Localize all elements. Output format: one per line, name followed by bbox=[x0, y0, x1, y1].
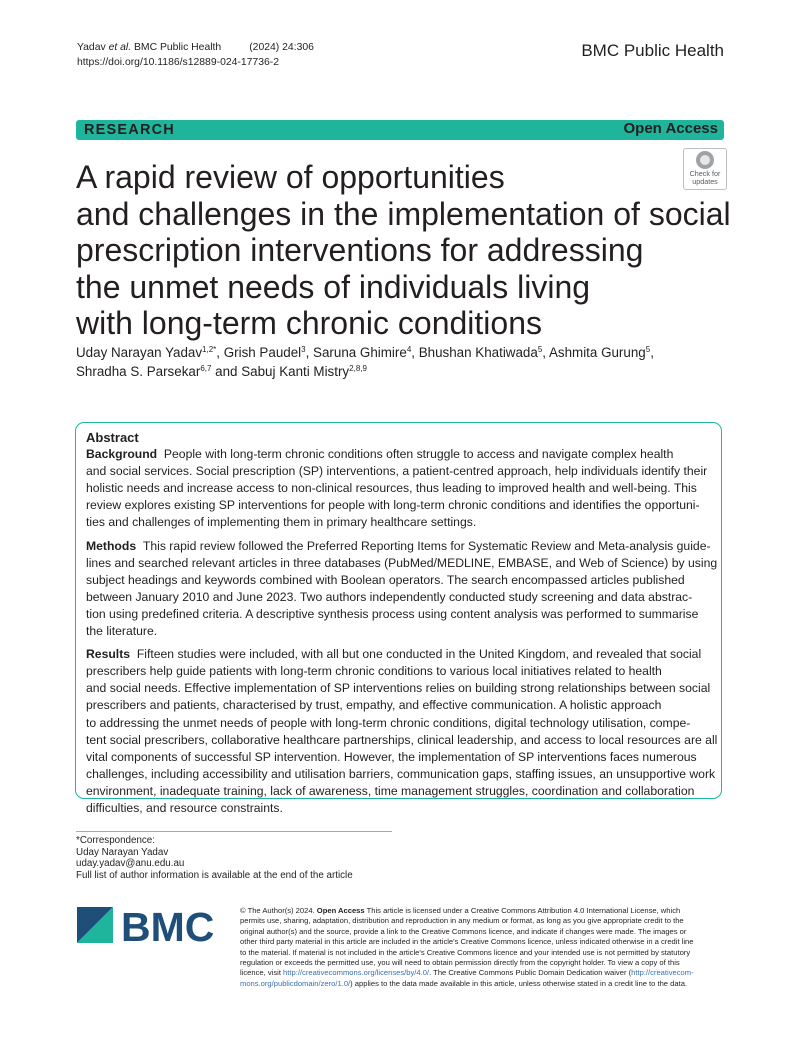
abstract-heading: Abstract bbox=[86, 430, 139, 445]
abstract bbox=[86, 429, 716, 823]
cc-by-link[interactable]: http://creativecommons.org/licenses/by/4.0/ bbox=[283, 968, 430, 978]
bmc-logo-text: BMC bbox=[121, 905, 215, 945]
citation-header bbox=[77, 40, 314, 70]
citation-line: Yadav et al. BMC Public Health (2024) 24:306 bbox=[77, 42, 314, 53]
title-line: prescription interventions for addressing bbox=[76, 232, 644, 268]
abstract-methods: Methods This rapid review followed the Preferred Reporting Items for Systematic Review and Meta-analysis guide- lines and searched relevant articles in three databases (PubMed/MEDLINE, EMBASE, and Web of Science) by using subject headings and keywords combined with Boolean operators. The search encompassed articles published between January 2010 and June 2023. Two authors independently conducted study screening and data abstrac- tion using predefined criteria. A descriptive synthesis process using content analysis was performed to summarise the literature. bbox=[86, 538, 718, 639]
doi-link[interactable]: https://doi.org/10.1186/s12889-024-17736-2 bbox=[77, 57, 279, 68]
title-line: A rapid review of opportunities bbox=[76, 159, 505, 195]
title-line: and challenges in the implementation of social bbox=[76, 195, 731, 232]
article-title bbox=[76, 159, 731, 342]
correspondence-email[interactable]: uday.yadav@anu.edu.au bbox=[76, 858, 185, 870]
article-type-label: RESEARCH bbox=[84, 122, 175, 138]
article-type-banner bbox=[76, 120, 724, 140]
bmc-logo bbox=[77, 905, 227, 945]
bmc-logo-icon bbox=[77, 905, 227, 945]
abstract-background: Background People with long-term chronic conditions often struggle to access and navigate complex health and social services. Social prescription (SP) interventions, a patient-centred approach, help individuals identify their holistic needs and increase access to non-clinical resources, thus leading to improved health and well-being. This review explores existing SP interventions for people with long-term chronic conditions and identifies the opportuni- ties and challenges of implementing them in primary healthcare settings. bbox=[86, 447, 708, 530]
author-list: Uday Narayan Yadav$^{1,2*}$, Grish Paudel$^3$, Saruna Ghimire$^4$, Bhushan Khatiwada$^5$, Ashmita Gurung$^5$, Shradha S. Parsekar$^{6,7}$ and Sabuj Kanti Mistry$^{2,8,9}$ bbox=[76, 345, 654, 379]
cc0-link-cont[interactable]: mons.org/publicdomain/zero/1.0/ bbox=[240, 978, 351, 988]
abstract-results: Results Fifteen studies were included, with all but one conducted in the United Kingdom, and revealed that social prescribers help guide patients with long-term chronic conditions to various local initiatives related to health and social needs. Effective implementation of SP interventions relies on building strong relationships between social prescribers and patients, characterised by trust, empathy, and effective communication. A holistic approach to addressing the unmet needs of people with long-term chronic conditions, digital technology utilisation, compe- tent social prescribers, collaborative healthcare partnerships, clinical leadership, and access to local resources are all vital components of successful SP intervention. However, the implementation of SP interventions faces numerous challenges, including accessibility and utilisation barriers, communication gaps, staffing issues, an unsupportive work environment, inadequate training, lack of awareness, time management struggles, coordination and collaboration difficulties, and resource constraints. bbox=[86, 647, 718, 815]
license-statement: © The Author(s) 2024. Open Access This article is licensed under a Creative Commons Attribution 4.0 International License, which permits use, sharing, adaptation, distribution and reproduction in any medium or format, as long as you give appropriate credit to the original author(s) and the source, provide a link to the Creative Commons licence, and indicate if changes were made. The images or other third party material in this article are included in the article's Creative Commons licence, unless indicated otherwise in a credit line to the material. If material is not included in the article's Creative Commons licence and your intended use is not permitted by statutory regulation or exceeds the permitted use, you will need to obtain permission directly from the copyright holder. To view a copy of this licence, visit http://creativecommons.org/licenses/by/4.0/. The Creative Commons Public Domain Dedication waiver (http://creativecom- mons.org/publicdomain/zero/1.0/) applies to the data made available in this article, unless otherwise stated in a credit line to the data. bbox=[240, 906, 694, 988]
title-line: the unmet needs of individuals living bbox=[76, 268, 591, 305]
correspondence: *Correspondence: Uday Narayan Yadav uday.yadav@anu.edu.au Full list of author information is available at the end of the article bbox=[76, 835, 353, 882]
title-line: with long-term chronic conditions bbox=[76, 305, 542, 341]
check-updates-label: Check for updates bbox=[689, 169, 721, 186]
cc0-link[interactable]: http://creativecom- bbox=[631, 968, 694, 978]
open-access-label: Open Access bbox=[623, 120, 718, 137]
footnote-divider bbox=[76, 831, 392, 832]
journal-name: BMC Public Health bbox=[581, 41, 724, 60]
